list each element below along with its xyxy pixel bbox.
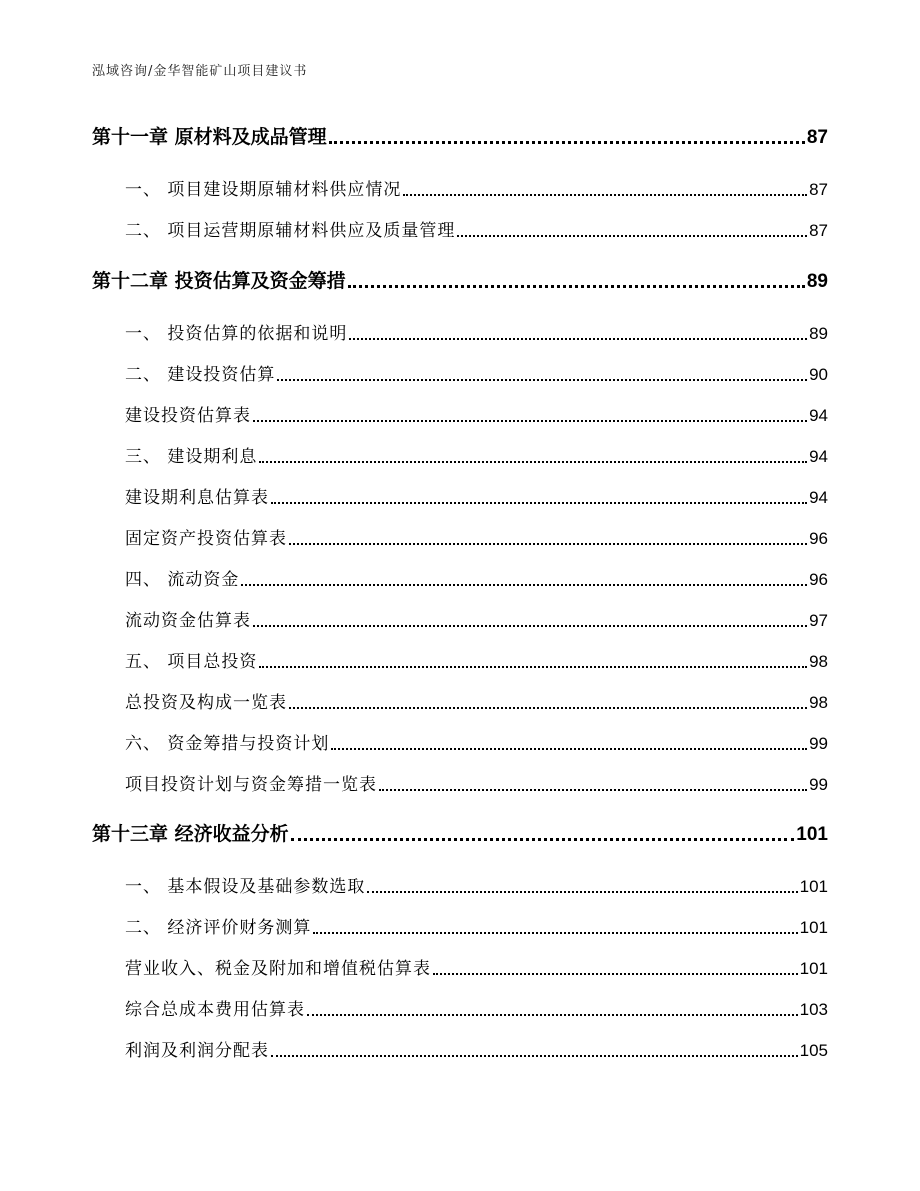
dot-leader bbox=[307, 1014, 798, 1016]
dot-leader bbox=[457, 235, 807, 237]
toc-entry-section[interactable] bbox=[125, 913, 828, 939]
dot-leader bbox=[348, 285, 805, 288]
dot-leader bbox=[289, 707, 807, 709]
toc-entry-page: 87 bbox=[806, 127, 828, 148]
toc-entry-label: 一、 项目建设期原辅材料供应情况 bbox=[125, 180, 402, 200]
toc-entry-section[interactable] bbox=[125, 872, 828, 898]
toc-entry-label: 综合总成本费用估算表 bbox=[125, 1000, 305, 1020]
toc-entry-label: 一、 投资估算的依据和说明 bbox=[125, 324, 348, 344]
dot-leader bbox=[367, 891, 797, 893]
toc-entry-page: 94 bbox=[809, 447, 828, 466]
toc-entry-label: 第十三章 经济收益分析 bbox=[92, 823, 289, 845]
toc-entry-section[interactable] bbox=[125, 954, 828, 980]
toc-entry-section[interactable] bbox=[125, 688, 828, 714]
dot-leader bbox=[277, 379, 807, 381]
toc-entry-section[interactable] bbox=[125, 360, 828, 386]
toc-entry-section[interactable] bbox=[125, 1036, 828, 1062]
toc-entry-page: 94 bbox=[809, 406, 828, 425]
dot-leader bbox=[403, 194, 807, 196]
toc-entry-chapter[interactable] bbox=[92, 266, 828, 294]
dot-leader bbox=[313, 932, 797, 934]
toc-entry-page: 103 bbox=[799, 1000, 828, 1019]
toc-entry-page: 101 bbox=[799, 959, 828, 978]
dot-leader bbox=[259, 666, 807, 668]
toc-entry-section[interactable] bbox=[125, 606, 828, 632]
dot-leader bbox=[291, 838, 795, 841]
toc-entry-label: 二、 建设投资估算 bbox=[125, 365, 276, 385]
toc-entry-label: 流动资金估算表 bbox=[125, 611, 251, 631]
toc-entry-section[interactable] bbox=[125, 995, 828, 1021]
toc-entry-page: 101 bbox=[799, 877, 828, 896]
toc-entry-label: 五、 项目总投资 bbox=[125, 652, 258, 672]
toc-entry-section[interactable] bbox=[125, 216, 828, 242]
toc-entry-label: 建设投资估算表 bbox=[125, 406, 251, 426]
toc-entry-label: 二、 项目运营期原辅材料供应及质量管理 bbox=[125, 221, 456, 241]
toc-entry-page: 87 bbox=[809, 180, 828, 199]
toc-entry-page: 98 bbox=[809, 652, 828, 671]
toc-entry-page: 98 bbox=[809, 693, 828, 712]
toc-entry-label: 固定资产投资估算表 bbox=[125, 529, 287, 549]
dot-leader bbox=[379, 789, 807, 791]
toc-entry-section[interactable] bbox=[125, 565, 828, 591]
toc-entry-page: 96 bbox=[809, 529, 828, 548]
dot-leader bbox=[271, 502, 807, 504]
toc-entry-label: 利润及利润分配表 bbox=[125, 1041, 269, 1061]
toc-entry-section[interactable] bbox=[125, 175, 828, 201]
dot-leader bbox=[259, 461, 807, 463]
toc-entry-section[interactable] bbox=[125, 483, 828, 509]
toc-entry-section[interactable] bbox=[125, 319, 828, 345]
dot-leader bbox=[253, 625, 807, 627]
toc-entry-page: 96 bbox=[809, 570, 828, 589]
toc-entry-page: 99 bbox=[809, 734, 828, 753]
toc-entry-chapter[interactable] bbox=[92, 819, 828, 847]
dot-leader bbox=[241, 584, 807, 586]
toc-entry-page: 90 bbox=[809, 365, 828, 384]
toc-entry-label: 第十一章 原材料及成品管理 bbox=[92, 126, 327, 148]
toc-entry-label: 总投资及构成一览表 bbox=[125, 693, 287, 713]
toc-entry-chapter[interactable] bbox=[92, 122, 828, 150]
toc-entry-page: 99 bbox=[809, 775, 828, 794]
toc-entry-page: 101 bbox=[796, 824, 828, 845]
dot-leader bbox=[329, 141, 805, 144]
toc-entry-section[interactable] bbox=[125, 770, 828, 796]
toc-entry-page: 105 bbox=[799, 1041, 828, 1060]
toc-entry-label: 一、 基本假设及基础参数选取 bbox=[125, 877, 366, 897]
toc-entry-section[interactable] bbox=[125, 524, 828, 550]
toc-entry-label: 建设期利息估算表 bbox=[125, 488, 269, 508]
toc-entry-section[interactable] bbox=[125, 647, 828, 673]
dot-leader bbox=[331, 748, 807, 750]
toc-entry-section[interactable] bbox=[125, 401, 828, 427]
toc-entry-page: 97 bbox=[809, 611, 828, 630]
toc-entry-label: 二、 经济评价财务测算 bbox=[125, 918, 312, 938]
running-header: 泓域咨询/金华智能矿山项目建议书 bbox=[92, 64, 308, 79]
dot-leader bbox=[349, 338, 807, 340]
toc-entry-page: 89 bbox=[809, 324, 828, 343]
toc-entry-label: 营业收入、税金及附加和增值税估算表 bbox=[125, 959, 431, 979]
toc-entry-section[interactable] bbox=[125, 729, 828, 755]
toc-entry-page: 89 bbox=[806, 271, 828, 292]
toc-entry-label: 六、 资金筹措与投资计划 bbox=[125, 734, 330, 754]
dot-leader bbox=[253, 420, 807, 422]
dot-leader bbox=[271, 1055, 798, 1057]
toc-entry-section[interactable] bbox=[125, 442, 828, 468]
toc-entry-label: 三、 建设期利息 bbox=[125, 447, 258, 467]
toc-entry-page: 87 bbox=[809, 221, 828, 240]
toc-entry-label: 第十二章 投资估算及资金筹措 bbox=[92, 270, 346, 292]
toc-entry-label: 四、 流动资金 bbox=[125, 570, 240, 590]
toc-entry-page: 94 bbox=[809, 488, 828, 507]
toc-entry-label: 项目投资计划与资金筹措一览表 bbox=[125, 775, 377, 795]
dot-leader bbox=[289, 543, 807, 545]
toc-entry-page: 101 bbox=[799, 918, 828, 937]
dot-leader bbox=[433, 973, 798, 975]
